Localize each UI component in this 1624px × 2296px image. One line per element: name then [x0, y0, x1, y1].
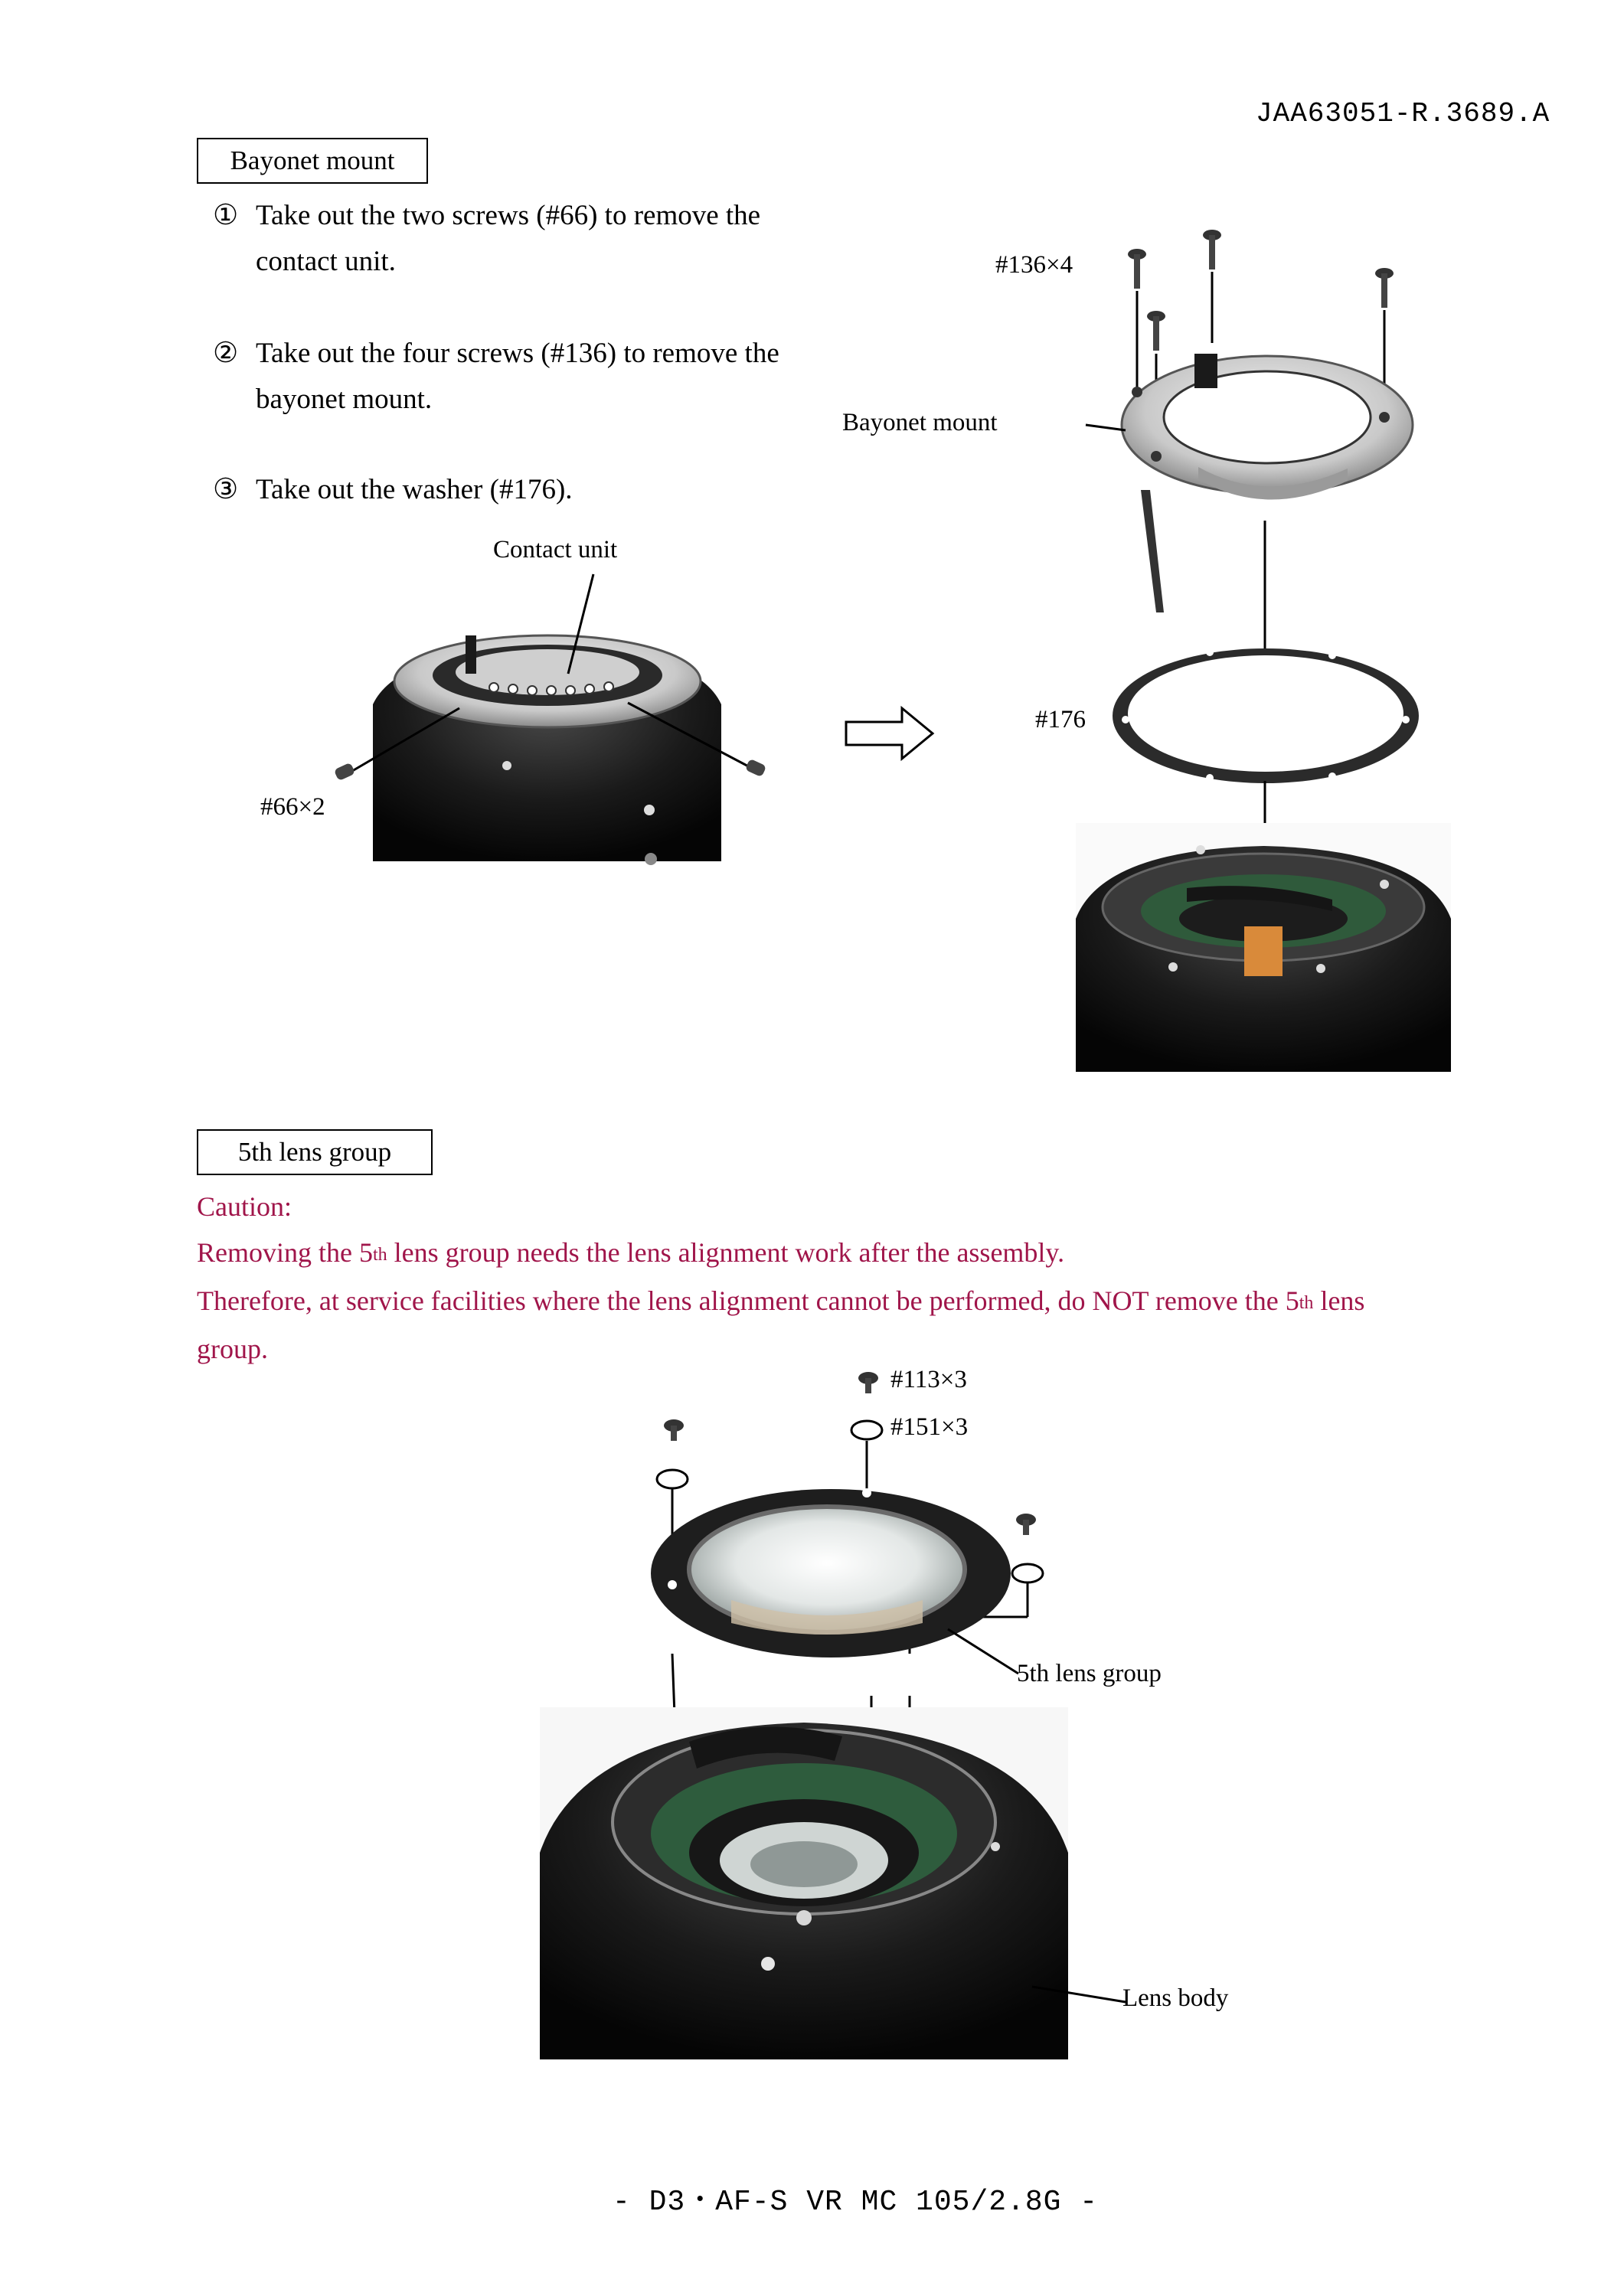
screw-66-label: #66×2	[260, 793, 325, 821]
step-2-number: ②	[213, 338, 239, 369]
screw-113-label: #113×3	[890, 1366, 967, 1393]
flex-cable	[1141, 490, 1164, 612]
lens-section-title: 5th lens group	[197, 1129, 433, 1175]
washer-176	[1113, 648, 1419, 783]
washer-176-label: #176	[1035, 706, 1086, 733]
washer-151-label: #151×3	[890, 1413, 969, 1441]
document-id: JAA63051-R.3689.A	[1256, 98, 1550, 129]
bayonet-mount-leader	[1086, 425, 1126, 430]
caution-line-3: group.	[197, 1334, 268, 1364]
bayonet-mount-label: Bayonet mount	[842, 409, 998, 436]
step-3-number: ③	[213, 474, 239, 505]
step-1-line1: Take out the two screws (#66) to remove the	[256, 200, 761, 231]
caution-title: Caution:	[197, 1191, 292, 1222]
contact-unit-label: Contact unit	[493, 536, 618, 563]
step-2-line1: Take out the four screws (#136) to remove the	[256, 338, 779, 369]
lens-body-label: Lens body	[1122, 1984, 1229, 2012]
step-1-number: ①	[213, 200, 239, 231]
lens-group-leader	[948, 1629, 1018, 1674]
lens-body-photo-right	[1076, 823, 1451, 1072]
screw-136-label: #136×4	[995, 251, 1073, 279]
lens-body-photo-bottom	[540, 1707, 1068, 2059]
lens-group-label: 5th lens group	[1017, 1660, 1162, 1687]
lens-rear-photo	[373, 628, 721, 865]
caution-line-2: Therefore, at service facilities where the lens alignment cannot be performed, do NOT remove the 5th lens	[197, 1285, 1365, 1316]
caution-line-1: Removing the 5th lens group needs the lens alignment work after the assembly.	[197, 1237, 1065, 1268]
bayonet-section-title: Bayonet mount	[197, 138, 428, 184]
step-2-line2: bayonet mount.	[256, 384, 433, 415]
step-1-line2: contact unit.	[256, 246, 396, 277]
bayonet-mount-ring	[1122, 354, 1413, 500]
fifth-lens-group	[651, 1488, 1011, 1657]
arrow-right-icon	[846, 708, 933, 759]
step-3-line1: Take out the washer (#176).	[256, 474, 573, 505]
page-footer: - D3・AF-S VR MC 105/2.8G -	[613, 2186, 1099, 2219]
